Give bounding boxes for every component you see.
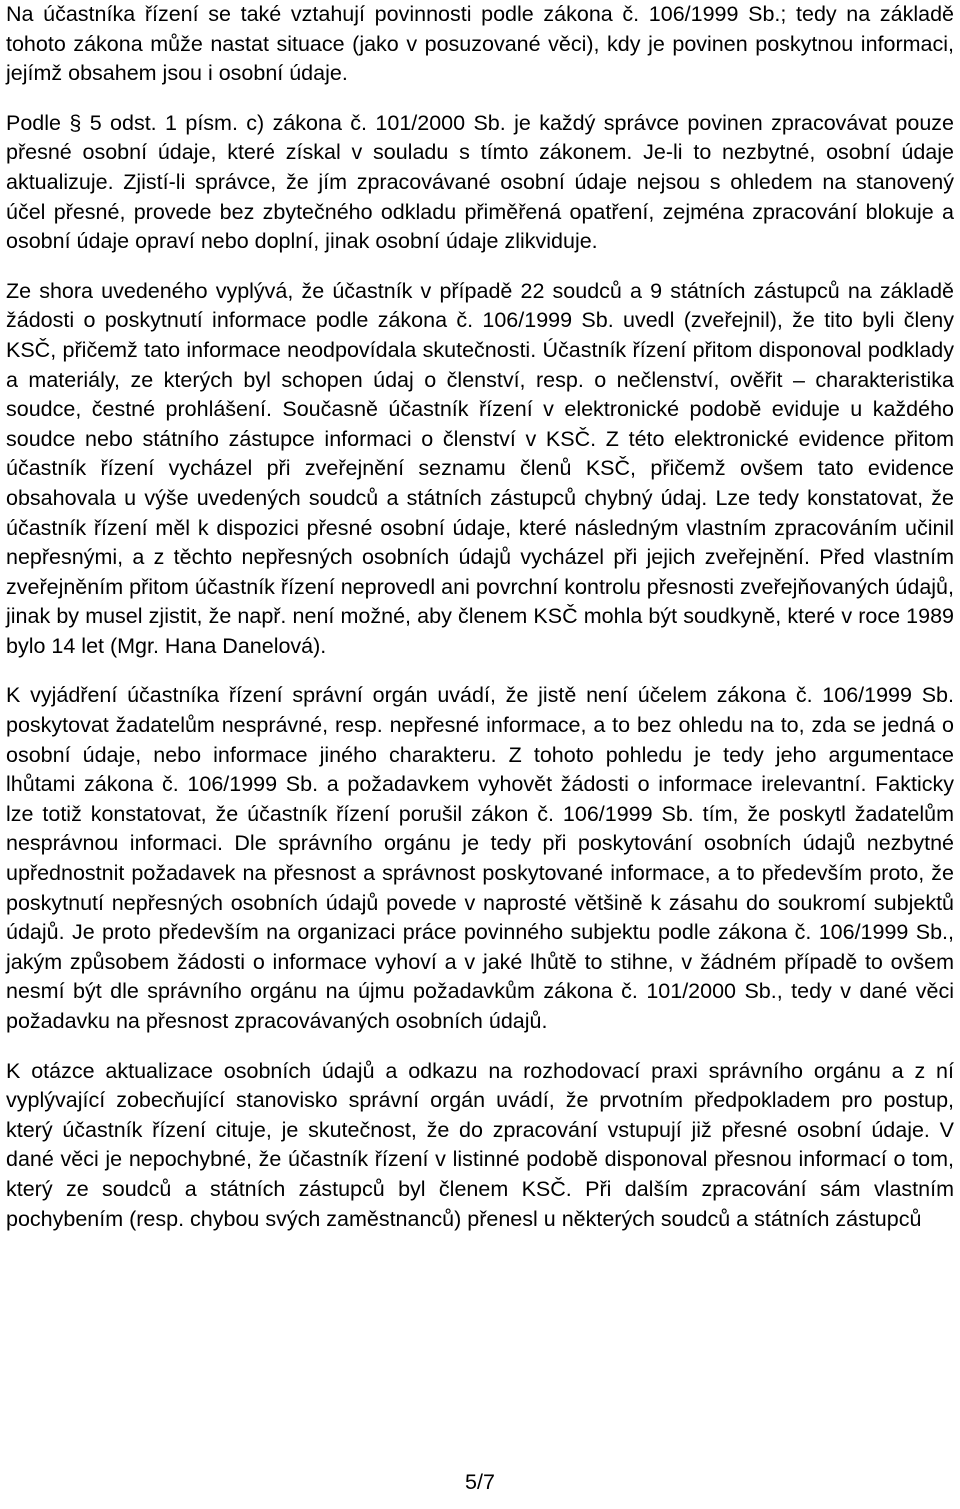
paragraph-1: Na účastníka řízení se také vztahují povinnosti podle zákona č. 106/1999 Sb.; tedy na základě tohoto zákona může nastat situace (jako v posuzované věci), kdy je povinen poskytnou informaci, jejímž obsahem jsou i osobní údaje. <box>6 2 954 86</box>
paragraph-2: Podle § 5 odst. 1 písm. c) zákona č. 101/2000 Sb. je každý správce povinen zpracovávat pouze přesné osobní údaje, které získal v souladu s tímto zákonem. Je-li to nezbytné, osobní údaje aktualizuje. Zjistí-li správce, že jím zpracovávané osobní údaje nejsou s ohledem na stanovený účel přesné, provede bez zbytečného odkladu přiměřená opatření, zejména zpracování blokuje a osobní údaje opraví nebo doplní, jinak osobní údaje zlikviduje. <box>6 110 954 254</box>
paragraph-3: Ze shora uvedeného vyplývá, že účastník v případě 22 soudců a 9 státních zástupců na základě žádosti o poskytnutí informace podle zákona č. 106/1999 Sb. uvedl (zveřejnil), že tito byli členy KSČ, přičemž tato informace neodpovídala skutečnosti. Účastník řízení přitom disponoval podklady a materiály, ze kterých byl schopen údaj o členství, resp. o nečlenství, ověřit – charakteristika soudce, čestné prohlášení. Současně účastník řízení v elektronické podobě eviduje u každého soudce nebo státního zástupce informaci o členství v KSČ. Z této elektronické evidence přitom účastník řízení vycházel při zveřejnění seznamu členů KSČ, přičemž ovšem tato evidence obsahovala u výše uvedených soudců a státních zástupců chybný údaj. Lze tedy konstatovat, že účastník řízení měl k dispozici přesné osobní údaje, které následným vlastním zpracováním učinil nepřesnými, a z těchto nepřesných osobních údajů vycházel při jejich zveřejnění. Před vlastním zveřejněním přitom účastník řízení neprovedl ani povrchní kontrolu přesnosti zveřejňovaných údajů, jinak by musel zjistit, že např. není možné, aby členem KSČ mohla být soudkyně, které v roce 1989 bylo 14 let (Mgr. Hana Danelová). <box>6 278 954 658</box>
page-number: 5/7 <box>465 1470 495 1494</box>
paragraph-4: K vyjádření účastníka řízení správní orgán uvádí, že jistě není účelem zákona č. 106/1999 Sb. poskytovat žadatelům nesprávné, resp. nepřesné informace, a to bez ohledu na to, zda se jedná o osobní údaje, nebo informace jiného charakteru. Z tohoto pohledu je tedy jeho argumentace lhůtami zákona č. 106/1999 Sb. a požadavkem vyhovět žádosti o informace irelevantní. Fakticky lze totiž konstatovat, že účastník řízení porušil zákon č. 106/1999 Sb. tím, že poskytl žadatelům nesprávnou informaci. Dle správního orgánu je tedy při poskytování osobních údajů nezbytné upřednostnit požadavek na přesnost a správnost poskytované informace, a to především proto, že poskytnutí nepřesných osobních údajů povede v naprosté většině k zásahu do soukromí subjektů údajů. Je proto především na organizaci práce povinného subjektu podle zákona č. 106/1999 Sb., jakým způsobem žádosti o informace vyhoví a v jaké lhůtě to stihne, v žádném případě to ovšem nesmí být dle správního orgánu na újmu požadavkům zákona č. 101/2000 Sb., tedy v dané věci požadavku na přesnost zpracovávaných osobních údajů. <box>6 683 954 1033</box>
paragraph-5: K otázce aktualizace osobních údajů a odkazu na rozhodovací praxi správního orgánu a z ní vyplývající zobecňující stanovisko správní orgán uvádí, že prvotním předpokladem pro postup, který účastník řízení cituje, je skutečnost, že do zpracování vstupují již přesné osobní údaje. V dané věci je nepochybné, že účastník řízení v listinné podobě disponoval přesnou informací o tom, který ze soudců a státních zástupců byl členem KSČ. Při dalším zpracování sám vlastním pochybením (resp. chybou svých zaměstnanců) přenesl u některých soudců a státních zástupců <box>6 1058 954 1231</box>
document-page <box>6 0 954 1234</box>
